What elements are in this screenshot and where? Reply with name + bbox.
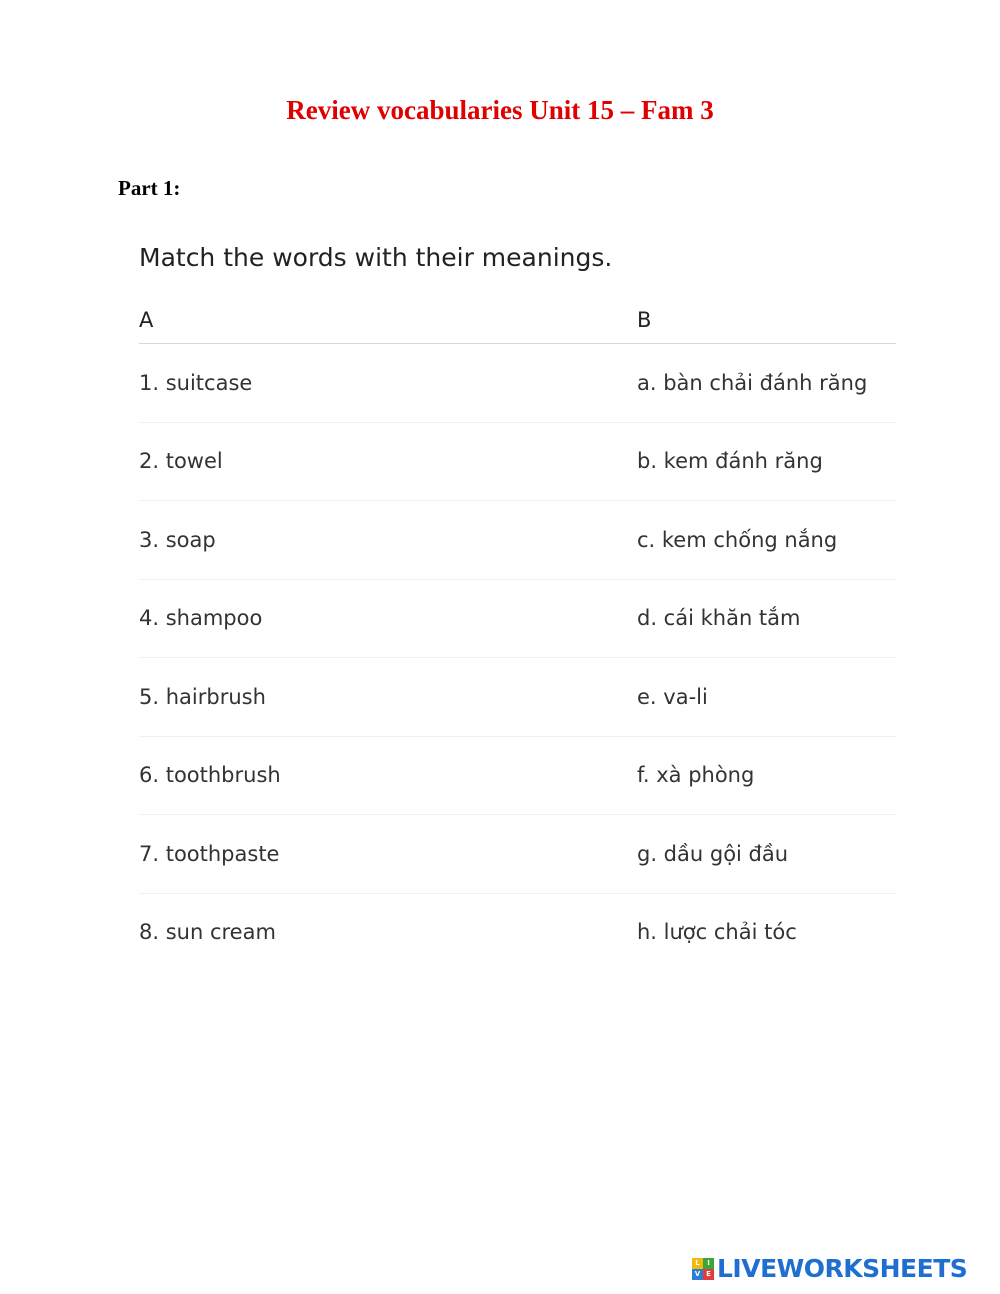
meaning-cell: f. xà phòng — [637, 763, 755, 788]
word-cell: 4. shampoo — [139, 606, 263, 631]
logo-mark-icon — [692, 1258, 714, 1280]
part-label: Part 1: — [118, 176, 181, 200]
table-row — [139, 423, 896, 502]
logo-mark-letter: I — [703, 1258, 714, 1269]
word-cell: 3. soap — [139, 527, 216, 552]
meaning-cell: g. dầu gội đầu — [637, 841, 789, 866]
matching-table — [139, 296, 896, 971]
word-cell: 7. toothpaste — [139, 841, 280, 866]
word-cell: 1. suitcase — [139, 370, 253, 395]
table-row — [139, 580, 896, 659]
table-row — [139, 344, 896, 423]
liveworksheets-logo — [692, 1254, 967, 1284]
table-row — [139, 501, 896, 580]
column-header-a: A — [139, 307, 154, 332]
meaning-cell: d. cái khăn tắm — [637, 606, 801, 631]
logo-mark-letter: E — [703, 1269, 714, 1280]
table-header — [139, 296, 896, 344]
table-row — [139, 737, 896, 816]
meaning-cell: c. kem chống nắng — [637, 527, 838, 552]
exercise-instruction: Match the words with their meanings. — [139, 243, 613, 272]
table-row — [139, 658, 896, 737]
word-cell: 5. hairbrush — [139, 684, 266, 709]
meaning-cell: e. va-li — [637, 684, 708, 709]
logo-mark-letter: L — [692, 1258, 703, 1269]
word-cell: 8. sun cream — [139, 920, 276, 945]
meaning-cell: a. bàn chải đánh răng — [637, 370, 868, 395]
table-row — [139, 815, 896, 894]
logo-text: LIVEWORKSHEETS — [717, 1254, 968, 1283]
meaning-cell: h. lược chải tóc — [637, 920, 797, 945]
logo-mark-letter: V — [692, 1269, 703, 1280]
word-cell: 6. toothbrush — [139, 763, 281, 788]
table-row — [139, 894, 896, 972]
column-header-b: B — [637, 307, 652, 332]
word-cell: 2. towel — [139, 449, 223, 474]
meaning-cell: b. kem đánh răng — [637, 449, 823, 474]
page-title: Review vocabularies Unit 15 – Fam 3 — [286, 95, 714, 125]
